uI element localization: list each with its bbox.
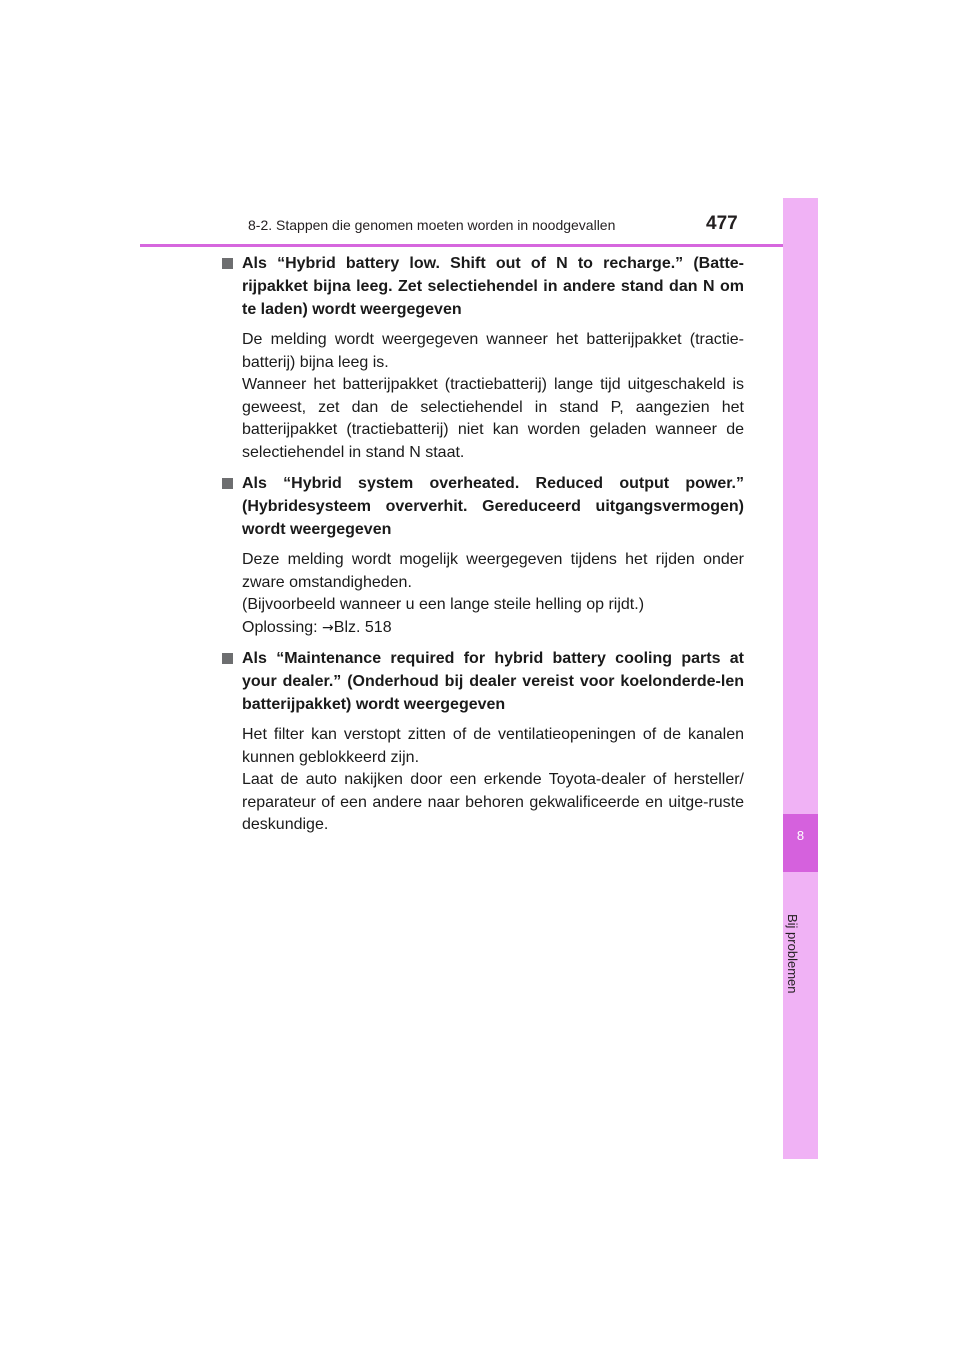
solution-line: [220, 617, 744, 640]
section-heading-text: Als “Maintenance required for hybrid battery cooling parts at your dealer.” (Onderhoud bij dealer vereist voor koelonderde-len batterijpakket) wordt weergegeven: [242, 650, 744, 713]
paragraph: De melding wordt weergegeven wanneer het batterijpakket (tractie-batterij) bijna leeg is.: [242, 331, 744, 371]
chapter-tab-active[interactable]: [783, 814, 818, 872]
section-heading-text: Als “Hybrid battery low. Shift out of N to recharge.” (Batte-rijpakket bijna leeg. Zet selectiehendel in andere stand dan N om te laden) wordt weergegeven: [242, 255, 744, 318]
square-bullet-icon: [222, 478, 233, 489]
chapter-number: 8: [796, 828, 805, 843]
section-heading: [220, 647, 744, 716]
arrow-right-icon: →: [322, 619, 334, 636]
main-content: [220, 252, 744, 844]
square-bullet-icon: [222, 653, 233, 664]
square-bullet-icon: [222, 258, 233, 269]
section-title: 8-2. Stappen die genomen moeten worden in noodgevallen: [248, 217, 616, 233]
side-tab: [783, 198, 818, 1159]
paragraph: Wanneer het batterijpakket (tractiebatterij) lange tijd uitgeschakeld is geweest, zet dan de selectiehendel in stand P, aangezien het batterijpakket (tractiebatterij) niet kan worden geladen wanneer de selectiehendel in stand N staat.: [242, 376, 744, 461]
paragraph: Het filter kan verstopt zitten of de ventilatieopeningen of de kanalen kunnen geblokkeerd zijn.: [242, 726, 744, 766]
section-maintenance-required: [220, 647, 744, 837]
section-heading: [220, 472, 744, 541]
header-rule: [140, 244, 818, 247]
page-number: 477: [706, 213, 738, 234]
paragraph: Laat de auto nakijken door een erkende Toyota-dealer of hersteller/ reparateur of een andere naar behoren gekwalificeerde en uitge-ruste deskundige.: [242, 771, 744, 833]
paragraph: Deze melding wordt mogelijk weergegeven tijdens het rijden onder zware omstandigheden.: [242, 551, 744, 591]
paragraph: (Bijvoorbeeld wanneer u een lange steile helling op rijdt.): [242, 596, 645, 613]
section-heading-text: Als “Hybrid system overheated. Reduced output power.” (Hybridesysteem oververhit. Gereduceerd uitgangsvermogen) wordt weergegeven: [242, 475, 744, 538]
section-heading: [220, 252, 744, 321]
solution-label: Oplossing:: [242, 618, 323, 636]
chapter-label: Bij problemen: [785, 914, 800, 994]
section-system-overheated: [220, 472, 744, 639]
section-battery-low: [220, 252, 744, 464]
page-reference-link[interactable]: Blz. 518: [333, 618, 392, 636]
